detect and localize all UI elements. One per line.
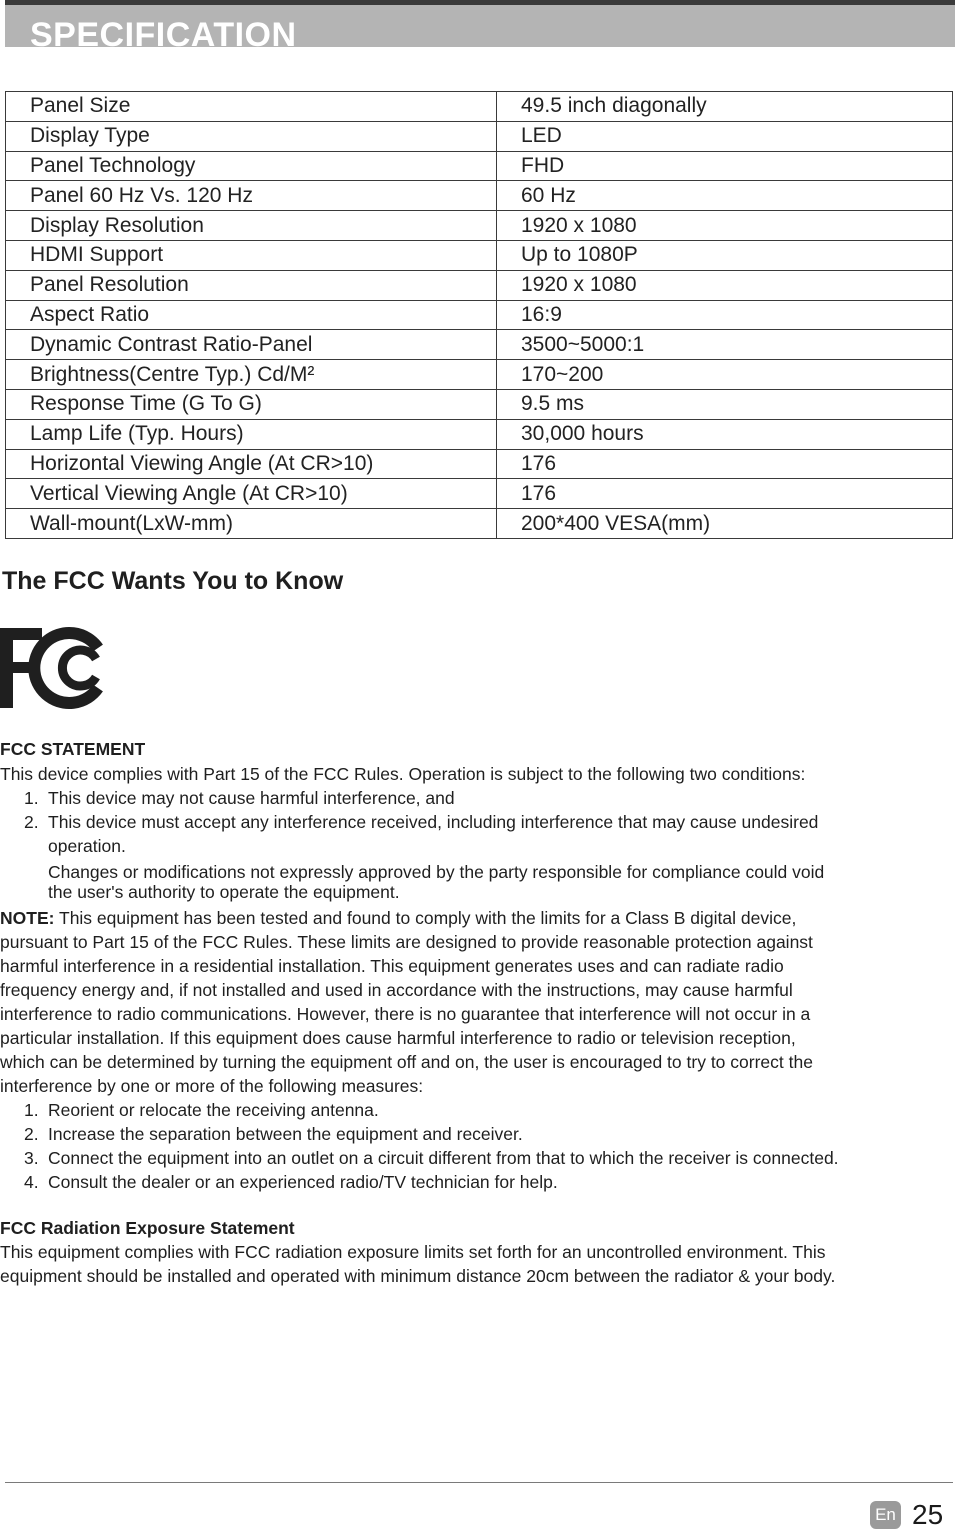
list-item	[24, 1122, 523, 1146]
list-text: Increase the separation between the equipment and receiver.	[48, 1124, 523, 1144]
list-item	[24, 1098, 379, 1122]
changes-notice-line: Changes or modifications not expressly approved by the party responsible for compliance could void	[48, 862, 825, 882]
list-item	[24, 1170, 558, 1194]
list-number: 1.	[24, 1100, 39, 1120]
table-row	[6, 389, 953, 419]
spec-label: Display Resolution	[6, 211, 497, 241]
spec-value: 200*400 VESA(mm)	[497, 509, 953, 539]
spec-label: Display Type	[6, 121, 497, 151]
list-text: This device may not cause harmful interference, and	[48, 788, 455, 808]
table-row	[6, 211, 953, 241]
spec-label: Vertical Viewing Angle (At CR>10)	[6, 479, 497, 509]
changes-notice-line: the user's authority to operate the equipment.	[48, 882, 400, 902]
list-number: 4.	[24, 1172, 39, 1192]
table-row	[6, 419, 953, 449]
spec-value: FHD	[497, 151, 953, 181]
spec-value: 9.5 ms	[497, 389, 953, 419]
spec-value: 30,000 hours	[497, 419, 953, 449]
language-badge: En	[870, 1501, 901, 1529]
table-row	[6, 509, 953, 539]
spec-value: 3500~5000:1	[497, 330, 953, 360]
list-number: 2.	[24, 1124, 39, 1144]
list-item	[24, 810, 818, 834]
spec-label: Panel Size	[6, 92, 497, 122]
condition-continuation: operation.	[48, 836, 126, 856]
note-paragraph-line: interference by one or more of the following measures:	[0, 1076, 424, 1096]
header-top-rule	[5, 0, 955, 5]
table-row	[6, 92, 953, 122]
spec-value: 1920 x 1080	[497, 270, 953, 300]
note-paragraph-line	[0, 906, 952, 930]
table-row	[6, 449, 953, 479]
table-row	[6, 360, 953, 390]
spec-value: 49.5 inch diagonally	[497, 92, 953, 122]
note-paragraph-line: interference to radio communications. However, there is no guarantee that interference will not occur in a	[0, 1004, 811, 1024]
spec-value: 1920 x 1080	[497, 211, 953, 241]
table-row	[6, 240, 953, 270]
note-paragraph-line: frequency energy and, if not installed and used in accordance with the instructions, may cause harmful	[0, 980, 793, 1000]
table-row	[6, 270, 953, 300]
table-row	[6, 151, 953, 181]
list-text: Reorient or relocate the receiving antenna.	[48, 1100, 379, 1120]
spec-value: LED	[497, 121, 953, 151]
note-paragraph-line: pursuant to Part 15 of the FCC Rules. These limits are designed to provide reasonable protection against	[0, 932, 813, 952]
list-text: Connect the equipment into an outlet on a circuit different from that to which the receiver is connected.	[48, 1148, 839, 1168]
spec-table	[5, 91, 953, 539]
spec-label: Dynamic Contrast Ratio-Panel	[6, 330, 497, 360]
section-title: SPECIFICATION	[30, 16, 297, 54]
table-row	[6, 300, 953, 330]
spec-label: Wall-mount(LxW-mm)	[6, 509, 497, 539]
spec-value: 170~200	[497, 360, 953, 390]
spec-label: Horizontal Viewing Angle (At CR>10)	[6, 449, 497, 479]
spec-label: Brightness(Centre Typ.) Cd/M²	[6, 360, 497, 390]
spec-value: 176	[497, 479, 953, 509]
spec-value: 176	[497, 449, 953, 479]
spec-label: Panel Resolution	[6, 270, 497, 300]
table-row	[6, 121, 953, 151]
list-item	[24, 1146, 839, 1170]
fcc-heading: The FCC Wants You to Know	[2, 567, 344, 595]
spec-value: 60 Hz	[497, 181, 953, 211]
list-text: Consult the dealer or an experienced radio/TV technician for help.	[48, 1172, 558, 1192]
table-row	[6, 479, 953, 509]
note-label: NOTE:	[0, 908, 55, 928]
list-item	[24, 786, 455, 810]
footer-rule	[5, 1482, 953, 1483]
list-number: 3.	[24, 1148, 39, 1168]
page-number: 25	[912, 1499, 944, 1530]
spec-label: Panel 60 Hz Vs. 120 Hz	[6, 181, 497, 211]
spec-label: Response Time (G To G)	[6, 389, 497, 419]
fcc-statement-intro: This device complies with Part 15 of the FCC Rules. Operation is subject to the following two conditions:	[0, 764, 806, 784]
spec-label: Panel Technology	[6, 151, 497, 181]
note-paragraph-line: particular installation. If this equipment does cause harmful interference to radio or television reception,	[0, 1028, 796, 1048]
table-row	[6, 330, 953, 360]
radiation-title: FCC Radiation Exposure Statement	[0, 1218, 295, 1238]
list-text: This device must accept any interference received, including interference that may cause undesired	[48, 812, 819, 832]
table-row	[6, 181, 953, 211]
spec-label: Lamp Life (Typ. Hours)	[6, 419, 497, 449]
radiation-line: equipment should be installed and operated with minimum distance 20cm between the radiator & your body.	[0, 1266, 836, 1286]
note-paragraph-line: harmful interference in a residential installation. This equipment generates uses and can radiate radio	[0, 956, 784, 976]
spec-value: Up to 1080P	[497, 240, 953, 270]
fcc-statement-title: FCC STATEMENT	[0, 739, 146, 759]
spec-label: HDMI Support	[6, 240, 497, 270]
list-number: 1.	[24, 788, 39, 808]
spec-value: 16:9	[497, 300, 953, 330]
note-text: This equipment has been tested and found to comply with the limits for a Class B digital device,	[59, 908, 797, 928]
fcc-logo-icon	[0, 626, 112, 710]
list-number: 2.	[24, 812, 39, 832]
spec-label: Aspect Ratio	[6, 300, 497, 330]
note-paragraph-line: which can be determined by turning the equipment off and on, the user is encouraged to try to correct the	[0, 1052, 813, 1072]
radiation-line: This equipment complies with FCC radiation exposure limits set forth for an uncontrolled environment. This	[0, 1242, 826, 1262]
